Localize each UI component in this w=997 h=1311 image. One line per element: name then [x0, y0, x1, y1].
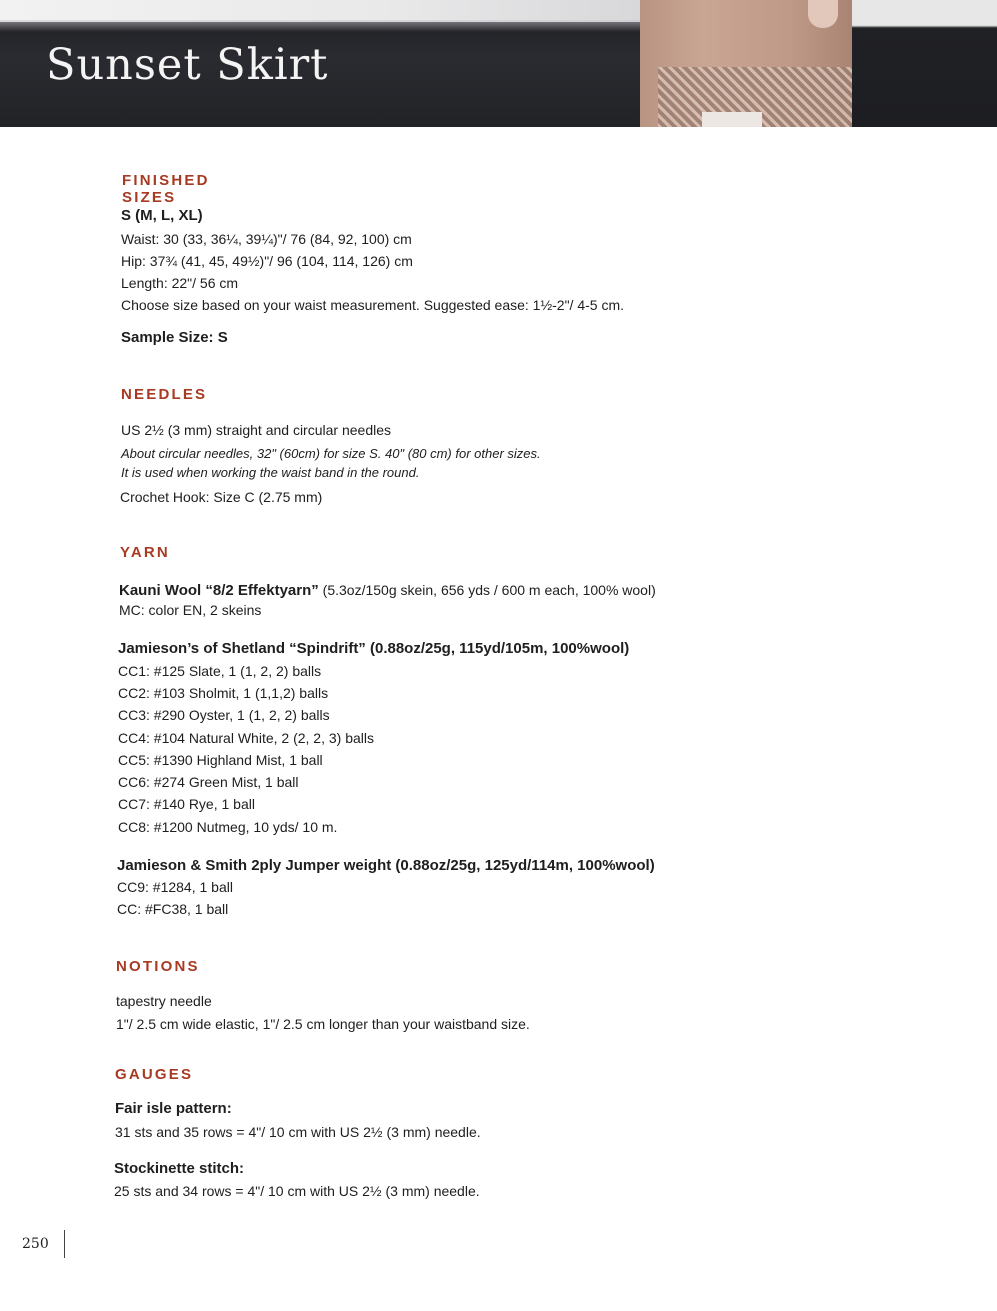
notion-item: tapestry needle: [116, 993, 212, 1009]
kauni-desc: (5.3oz/150g skein, 656 yds / 600 m each, 100% wool): [318, 582, 656, 598]
needles-note-1: About circular needles, 32" (60cm) for size S. 40" (80 cm) for other sizes.: [121, 446, 541, 461]
waist-line: Waist: 30 (33, 36¼, 39¼)"/ 76 (84, 92, 100) cm: [121, 231, 412, 247]
kauni-line: [119, 582, 656, 599]
hip-line: Hip: 37¾ (41, 45, 49½)"/ 96 (104, 114, 126) cm: [121, 253, 413, 269]
cc-item: CC6: #274 Green Mist, 1 ball: [118, 774, 299, 790]
skirt-photo: [640, 0, 852, 127]
sizes-line: S (M, L, XL): [121, 207, 203, 224]
finished-sizes-heading: FINISHED SIZES: [122, 172, 210, 206]
photo-leg: [702, 112, 762, 127]
cc-item: CC4: #104 Natural White, 2 (2, 2, 3) balls: [118, 730, 375, 746]
cc-item: CC7: #140 Rye, 1 ball: [118, 796, 255, 812]
smith-item: CC9: #1284, 1 ball: [117, 879, 233, 895]
banner-right-edge: [852, 0, 997, 127]
needles-main-line: US 2½ (3 mm) straight and circular needles: [121, 422, 391, 438]
photo-hand: [808, 0, 838, 28]
cc-item: CC2: #103 Sholmit, 1 (1,1,2) balls: [118, 685, 329, 701]
page-number: 250: [22, 1236, 49, 1252]
fair-isle-gauge: 31 sts and 35 rows = 4"/ 10 cm with US 2½ (3 mm) needle.: [115, 1124, 481, 1140]
cc-item: CC5: #1390 Highland Mist, 1 ball: [118, 752, 323, 768]
needles-note-2: It is used when working the waist band in the round.: [121, 465, 420, 480]
page-title: Sunset Skirt: [46, 40, 329, 90]
banner-highlight: [0, 0, 640, 22]
cc-item: CC1: #125 Slate, 1 (1, 2, 2) balls: [118, 663, 322, 679]
fair-isle-label: Fair isle pattern:: [115, 1100, 232, 1117]
cc-item: CC3: #290 Oyster, 1 (1, 2, 2) balls: [118, 707, 330, 723]
choose-size-line: Choose size based on your waist measurement. Suggested ease: 1½-2"/ 4-5 cm.: [121, 297, 625, 313]
notion-item: 1"/ 2.5 cm wide elastic, 1"/ 2.5 cm longer than your waistband size.: [116, 1016, 530, 1032]
mc-line: MC: color EN, 2 skeins: [119, 602, 262, 618]
jamiesons-title: Jamieson’s of Shetland “Spindrift” (0.88oz/25g, 115yd/105m, 100%wool): [118, 640, 630, 657]
yarn-heading: YARN: [120, 544, 170, 561]
title-banner: [0, 0, 997, 127]
page-number-divider: [64, 1230, 65, 1258]
crochet-hook-line: Crochet Hook: Size C (2.75 mm): [120, 489, 323, 505]
kauni-name: Kauni Wool “8/2 Effektyarn”: [119, 582, 319, 599]
stockinette-gauge: 25 sts and 34 rows = 4"/ 10 cm with US 2½ (3 mm) needle.: [114, 1183, 480, 1199]
sample-size-line: Sample Size: S: [121, 329, 228, 346]
smith-item: CC: #FC38, 1 ball: [117, 901, 229, 917]
gauges-heading: GAUGES: [115, 1066, 194, 1083]
stockinette-label: Stockinette stitch:: [114, 1160, 245, 1177]
needles-heading: NEEDLES: [121, 386, 208, 403]
smith-title: Jamieson & Smith 2ply Jumper weight (0.88oz/25g, 125yd/114m, 100%wool): [117, 857, 655, 874]
length-line: Length: 22"/ 56 cm: [121, 275, 239, 291]
notions-heading: NOTIONS: [116, 958, 200, 975]
cc-item: CC8: #1200 Nutmeg, 10 yds/ 10 m.: [118, 819, 338, 835]
